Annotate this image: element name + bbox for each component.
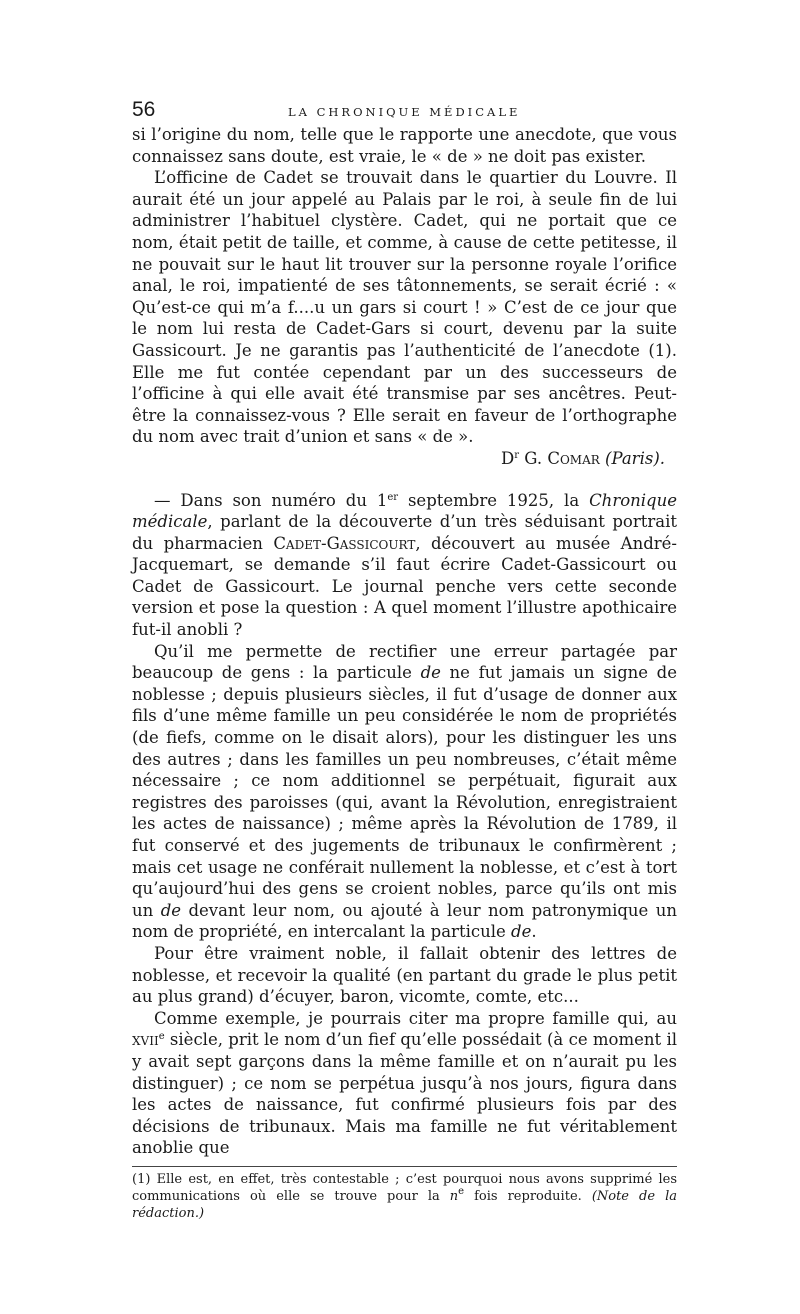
footnote-sup: e [458, 1185, 465, 1197]
signature-initial: G. [524, 448, 543, 468]
footnote-text-a: (1) Elle est, en effet, très contestable ; c’est pourquoi nous avons supprimé les communications où elle se trouve pour la [132, 1171, 677, 1204]
page-header [132, 98, 677, 124]
p4-de-2: de [160, 900, 182, 920]
page-number: 56 [132, 98, 156, 121]
signature-name: Comar [547, 448, 600, 468]
p3-sup: er [387, 491, 399, 503]
p3-text-b: septembre 1925, la [398, 490, 590, 510]
paragraph-noblesse: Pour être vraiment noble, il fallait obtenir des lettres de noblesse, et recevoir la qualité (en partant du grade le plus petit au plus grand) d’écuyer, baron, vicomte, comte, etc... [132, 943, 677, 1007]
p6-century: xvii [132, 1030, 159, 1050]
p3-text-a: — Dans son numéro du 1 [154, 490, 388, 510]
p6-century-sup: e [158, 1031, 165, 1043]
footnote-note: (Note de la rédaction.) [132, 1188, 677, 1221]
journal-title: Chronique médicale [132, 490, 677, 532]
signature [132, 448, 677, 470]
paragraph-continuation: si l’origine du nom, telle que le rapporte une anecdote, que vous connaissez sans doute, est vraie, le « de » ne doit pas exister. [132, 125, 677, 166]
paragraph-exemple [132, 1008, 677, 1159]
p4-text-d: . [531, 922, 537, 942]
running-title: LA CHRONIQUE MÉDICALE [288, 105, 521, 119]
pharmacist-name: Cadet-Gassicourt [273, 533, 416, 553]
footnote-text-b: fois reproduite. [464, 1188, 592, 1204]
footnote-n: n [449, 1188, 459, 1204]
signature-city: (Paris). [605, 448, 665, 468]
p4-text-a: Qu’il me permette de rectifier une erreur partagée par beaucoup de gens : la particule [132, 641, 677, 683]
p6-text-a: Comme exemple, je pourrais citer ma propre famille qui, au [154, 1008, 677, 1028]
signature-title: D [500, 448, 515, 468]
footnote-divider [132, 1166, 677, 1167]
paragraph-particule [132, 641, 677, 943]
p3-text-d: , découvert au musée André-Jacquemart, se demande s’il faut écrire Cadet-Gassicourt ou Cadet de Gassicourt. Le journal penche vers cette seconde version et pose la question : A quel moment l’illustre apothicaire fut-il anobli ? [132, 533, 677, 640]
p4-text-b: ne fut jamais un signe de noblesse ; depuis plusieurs siècles, il fut d’usage de donner aux fils d’une même famille un peu considérée le nom de propriétés (de fiefs, comme on le disait alors), pour les distinguer les uns des autres ; dans les familles un peu nombreuses, c’était même nécessaire ; ce nom additionnel se perpétuait, figurait aux registres des paroisses (qui, avant la Révolution, enregistraient les actes de naissance) ; même après la Révolution de 1789, il fut conservé et des jugements de tribunaux le confirmèrent ; mais cet usage ne conférait nullement la noblesse, et c’est à tort qu’aujourd’hui des gens se croient nobles, parce qu’ils ont mis un [132, 663, 678, 920]
document-page [132, 98, 677, 1222]
p6-text-b: siècle, prit le nom d’un fief qu’elle possédait (à ce moment il y avait sept garçons dans la même famille et on n’aurait pu les distinguer) ; ce nom se perpétua jusqu’à nos jours, figura dans les actes de naissance, fut confirmé plusieurs fois par des décisions de tribunaux. Mais ma famille ne fut véritablement anoblie que [132, 1030, 677, 1158]
p3-text-c: , parlant de la découverte d’un très séduisant portrait du pharmacien [132, 512, 677, 553]
paragraph-anecdote: L’officine de Cadet se trouvait dans le quartier du Louvre. Il aurait été un jour appelé au Palais par le roi, à seule fin de lui administrer l’habituel clystère. Cadet, qui ne portait que ce nom, était petit de taille, et comme, à cause de cette petitesse, il ne pouvait sur le haut lit trouver sur la personne royale l’orifice anal, le roi, impatienté de ses tâtonnements, se serait écrié : « Qu’est-ce qui m’a f....u un gars si court ! » C’est de ce jour que le nom lui resta de Cadet-Gars si court, devenu par la suite Gassicourt. Je ne garantis pas l’authenticité de l’anecdote (1). Elle me fut contée cependant par un des successeurs de l’officine à qui elle avait été transmise par ses ancêtres. Peut-être la connaissez-vous ? Elle serait en faveur de l’orthographe du nom avec trait d’union et sans « de ». [132, 168, 677, 447]
paragraph-chronique [132, 490, 677, 641]
p4-text-c: devant leur nom, ou ajouté à leur nom patronymique un nom de propriété, en intercalant la particule [132, 900, 678, 942]
p4-de-1: de [420, 663, 441, 683]
p4-de-3: de [511, 922, 532, 942]
footnote [132, 1171, 677, 1222]
signature-title-sup: r [514, 449, 519, 461]
